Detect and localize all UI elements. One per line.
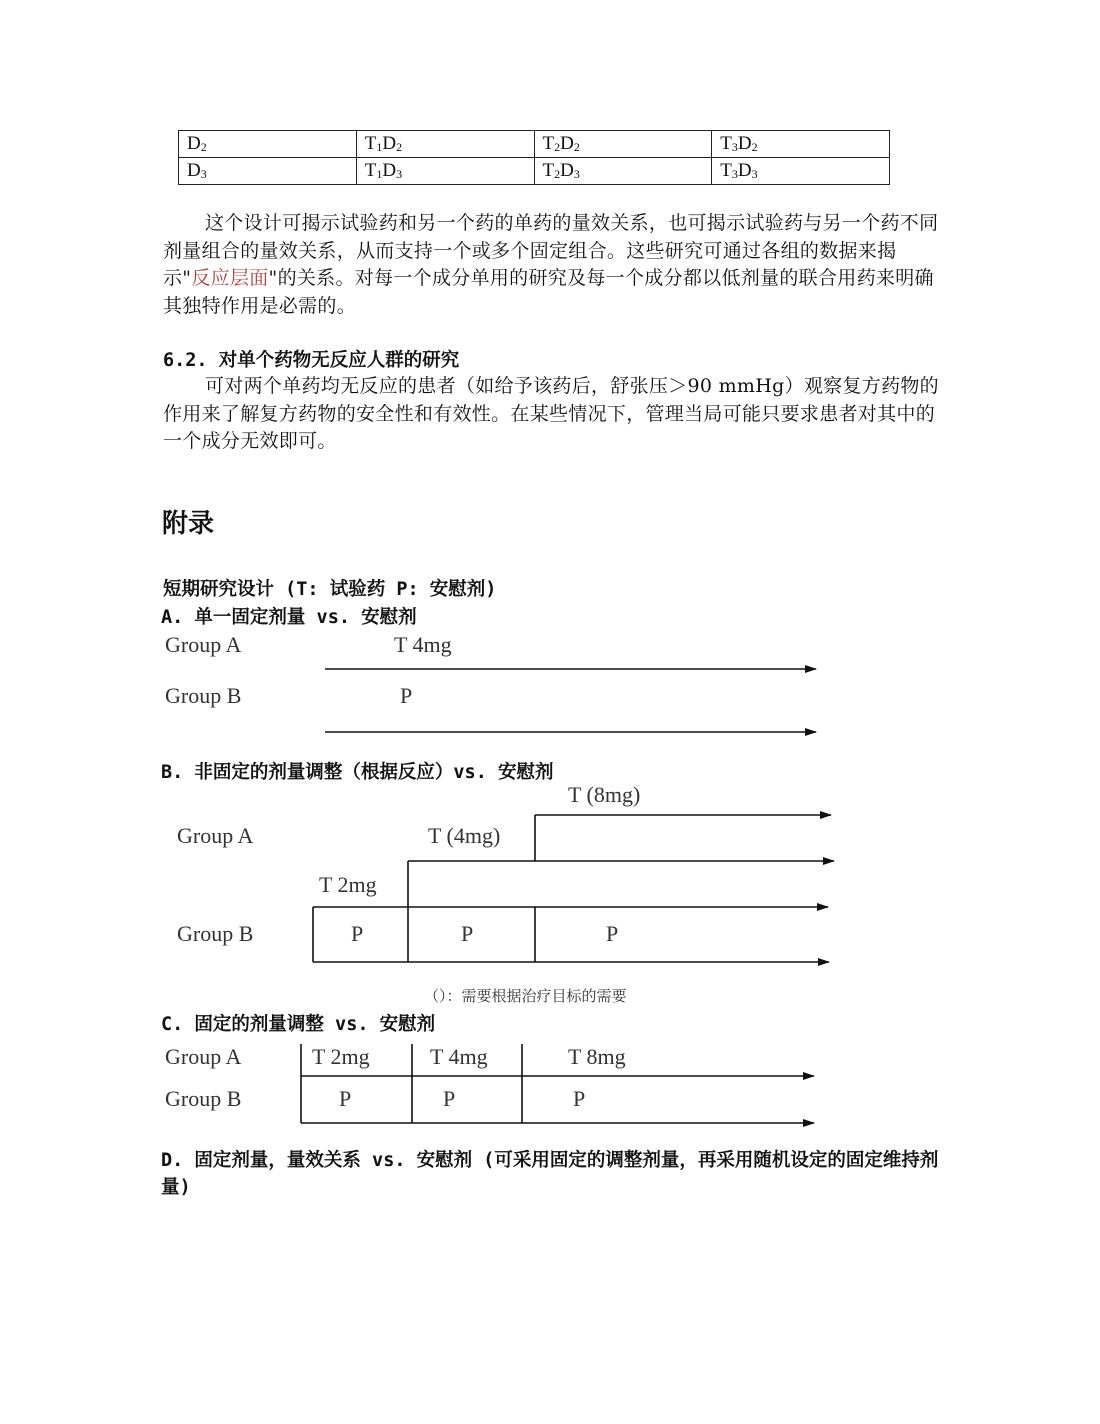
design-b-heading: B. 非固定的剂量调整（根据反应）vs. 安慰剂 xyxy=(161,762,554,783)
section-heading-6-2: 6.2. 对单个药物无反应人群的研究 xyxy=(163,350,460,371)
response-surface-term: 反应层面 xyxy=(191,267,269,289)
design-a-heading: A. 单一固定剂量 vs. 安慰剂 xyxy=(161,607,417,628)
design-c-group-b: Group B xyxy=(165,1086,242,1111)
appendix-subtitle: 短期研究设计 (T: 试验药 P: 安慰剂) xyxy=(163,579,497,600)
design-b-note: （）：需要根据治疗目标的需要 xyxy=(424,987,627,1005)
table-cell: $T_1D_3$ xyxy=(356,158,534,185)
design-b-t1: T 2mg xyxy=(319,872,377,897)
table-cell: $T_2D_2$ xyxy=(534,131,712,158)
design-c-t1: T 2mg xyxy=(312,1044,370,1069)
table-cell: $D_2$ xyxy=(179,131,357,158)
design-b-group-a: Group A xyxy=(177,823,254,848)
design-c-p1: P xyxy=(339,1086,352,1111)
table-cell: $T_3D_3$ xyxy=(712,158,890,185)
design-c-t3: T 8mg xyxy=(568,1044,626,1069)
para1-text: 这个设计可揭示试验药和另一个药的单药的量效关系，也可揭示试验药与另一个药不同剂量组合的量效关系，从而支持一个或多个固定组合。这些研究可通过各组的数据来揭示" xyxy=(163,212,939,289)
design-a-group-b: Group B xyxy=(165,683,242,708)
design-b-t2: T (4mg) xyxy=(428,823,501,848)
design-b-t3: T (8mg) xyxy=(568,782,641,807)
design-c-heading: C. 固定的剂量调整 vs. 安慰剂 xyxy=(161,1014,436,1035)
table-cell: $T_2D_3$ xyxy=(534,158,712,185)
design-c-t2: T 4mg xyxy=(430,1044,488,1069)
design-b-p1: P xyxy=(351,921,364,946)
para1-text-end: "的关系。对每一个成分单用的研究及每一个成分都以低剂量的联合用药来明确其独特作用是必需的。 xyxy=(163,267,934,317)
design-b-p2: P xyxy=(461,921,474,946)
design-b-p3: P xyxy=(606,921,619,946)
design-a-group-a: Group A xyxy=(165,632,242,657)
table-cell: $D_3$ xyxy=(179,158,357,185)
section-6-2-text: 可对两个单药均无反应的患者（如给予该药后，舒张压＞90 mmHg）观察复方药物的作用来了解复方药物的安全性和有效性。在某些情况下，管理当局可能只要求患者对其中的一个成分无效即可。 xyxy=(163,375,939,452)
design-c-p2: P xyxy=(443,1086,456,1111)
design-b-group-b: Group B xyxy=(177,921,254,946)
table-cell: $T_1D_2$ xyxy=(356,131,534,158)
design-d-heading: D. 固定剂量，量效关系 vs. 安慰剂 (可采用固定的调整剂量，再采用随机设定的固定维持剂量) xyxy=(161,1150,939,1198)
design-c-group-a: Group A xyxy=(165,1044,242,1069)
table-cell: $T_3D_2$ xyxy=(712,131,890,158)
appendix-title: 附录 xyxy=(162,509,215,539)
design-a-p-label: P xyxy=(400,683,413,708)
design-c-p3: P xyxy=(573,1086,586,1111)
design-a-t-label: T 4mg xyxy=(394,632,452,657)
